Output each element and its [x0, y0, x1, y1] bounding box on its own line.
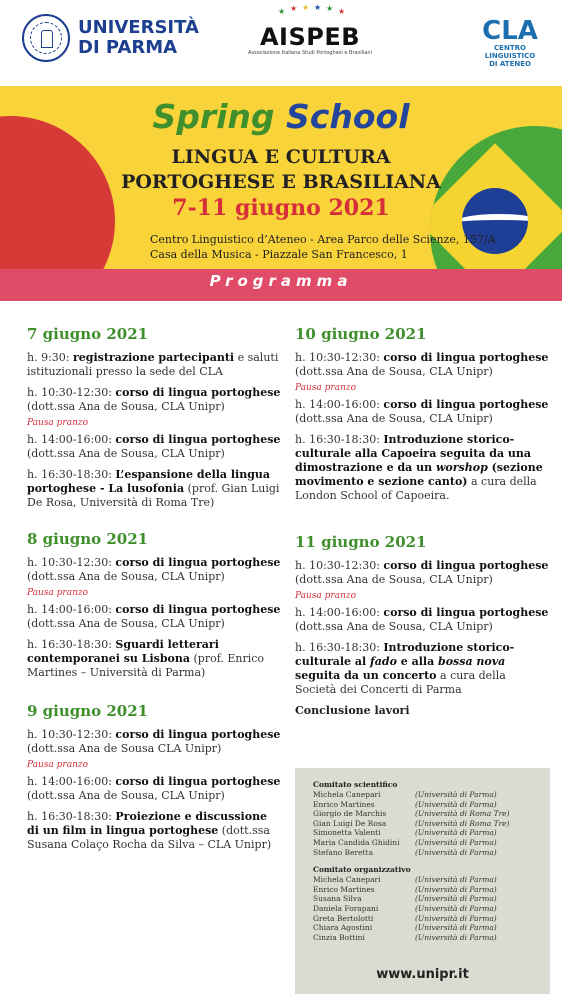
lunch-break: Pausa pranzo [27, 418, 89, 428]
cla-sub-2: LINGUISTICO [484, 52, 536, 60]
aispeb-name: AISPEB [259, 23, 361, 51]
committee-member: Giorgio de Marchis (Università di Roma Tre) [313, 809, 510, 819]
program-item: h. 16:30-18:30: Sguardi letterari contemporanei su Lisbona (prof. Enrico Martines – Università di Parma) [27, 638, 265, 679]
program-item: h. 16:30-18:30: Proiezione e discussione di un film in lingua portoghese (dott.ssa Susana Colaço Rocha da Silva – CLA Unipr) [27, 810, 272, 851]
program-item: h. 16:30-18:30: L’espansione della lingua portoghese - La lusofonia (prof. Gian Luigi De Rosa, Università di Roma Tre) [27, 468, 280, 509]
program-item: h. 14:00-16:00: corso di lingua portoghese (dott.ssa Ana de Sousa, CLA Unipr) [27, 775, 281, 802]
scientific-committee-list [313, 790, 536, 857]
day-9-june [27, 702, 282, 852]
program-item: h. 14:00-16:00: corso di lingua portoghese (dott.ssa Ana de Sousa, CLA Unipr) [27, 433, 281, 460]
aispeb-subtitle: Associazione Italiana Studi Portoghesi e Brasiliani [247, 50, 372, 56]
day-7-june [27, 325, 282, 510]
day-title: 11 giugno 2021 [295, 533, 427, 551]
program-item: h. 14:00-16:00: corso di lingua portoghese (dott.ssa Ana de Sousa, CLA Unipr) [27, 603, 281, 630]
committee-member: Enrico Martines (Università di Parma) [313, 799, 497, 809]
organizing-committee-list [313, 875, 536, 942]
committee-member: Chiara Agostini (Università di Parma) [313, 923, 497, 933]
event-title-line2: PORTOGHESE E BRASILIANA [121, 171, 441, 193]
lunch-break: Pausa pranzo [295, 383, 357, 393]
day-title: 7 giugno 2021 [27, 325, 149, 343]
committee-member: Simonetta Valenti (Università di Parma) [313, 828, 497, 838]
committee-member: Gian Luigi De Rosa (Università di Roma Tre) [313, 818, 510, 828]
cla-sub-1: CENTRO [494, 44, 526, 52]
committee-member: Cinzia Bottini (Università di Parma) [313, 932, 497, 942]
committee-member: Daniela Forapani (Università di Parma) [313, 903, 497, 913]
venue-line1: Centro Linguistico d’Ateneo - Area Parco delle Scienze, 157/A [150, 233, 496, 246]
committee-member: Maria Candida Ghidini (Università di Parma) [313, 837, 497, 847]
unipr-name [78, 18, 199, 58]
aispeb-logo [240, 3, 380, 57]
program-item: h. 14:00-16:00: corso di lingua portoghese (dott.ssa Ana de Sousa, CLA Unipr) [295, 606, 549, 633]
program-item: h. 10:30-12:30: corso di lingua portoghese (dott.ssa Ana de Sousa, CLA Unipr) [27, 556, 281, 583]
lunch-break: Pausa pranzo [27, 760, 89, 770]
program-item: h. 16:30-18:30: Introduzione storico-culturale alla Capoeira seguita da una dimostrazione e da un worshop (sezione movimento e sezione canto) a cura della London School of Capoeira. [295, 433, 543, 502]
day-title: 8 giugno 2021 [27, 530, 149, 548]
committee-member: Greta Bertolotti (Università di Parma) [313, 913, 497, 923]
spring-word: Spring [152, 97, 275, 136]
event-title-line1: LINGUA E CULTURA [171, 146, 391, 168]
program-item: h. 10:30-12:30: corso di lingua portoghese (dott.ssa Ana de Sousa CLA Unipr) [27, 728, 281, 755]
committee-member: Susana Silva (Università di Parma) [313, 894, 497, 904]
committee-member: Michela Canepari (Università di Parma) [313, 875, 497, 885]
unipr-seal-icon [22, 14, 70, 62]
organizing-committee-title: Comitato organizzativo [313, 865, 411, 875]
unipr-logo [22, 14, 199, 62]
committee-member: Michela Canepari (Università di Parma) [313, 790, 497, 799]
day-title: 9 giugno 2021 [27, 702, 149, 720]
school-word: School [286, 97, 410, 136]
lunch-break: Pausa pranzo [27, 588, 89, 598]
day-8-june [27, 530, 282, 680]
program-item: h. 10:30-12:30: corso di lingua portoghese (dott.ssa Ana de Sousa, CLA Unipr) [295, 351, 549, 378]
stars-arc-icon: ★ ★ ★ ★ ★ ★ [278, 3, 346, 16]
cla-logo [470, 18, 550, 68]
program-item: h. 9:30: registrazione partecipanti e saluti istituzionali presso la sede del CLA [27, 351, 279, 378]
lunch-break: Pausa pranzo [295, 591, 357, 601]
website-link[interactable]: www.unipr.it [376, 967, 469, 982]
unipr-line1: UNIVERSITÀ [78, 17, 199, 38]
event-dates: 7-11 giugno 2021 [172, 195, 390, 221]
day-10-june [295, 325, 550, 503]
day-title: 10 giugno 2021 [295, 325, 427, 343]
program-item: h. 16:30-18:30: Introduzione storico-culturale al fado e alla bossa nova seguita da un concerto a cura della Società dei Concerti di Parma [295, 641, 515, 696]
unipr-line2: DI PARMA [78, 37, 178, 58]
program-right-column [295, 325, 550, 717]
venue-line2: Casa della Musica - Piazzale San Francesco, 1 [150, 248, 408, 261]
cla-sub-3: DI ATENEO [489, 60, 531, 68]
committee-box [295, 768, 550, 994]
programma-heading: Programma [209, 272, 353, 290]
committee-member: Enrico Martines (Università di Parma) [313, 884, 497, 894]
program-item: h. 14:00-16:00: corso di lingua portoghese (dott.ssa Ana de Sousa, CLA Unipr) [295, 398, 549, 425]
committee-member: Stefano Beretta (Università di Parma) [313, 847, 497, 857]
cla-name: CLA [482, 16, 538, 46]
program-item: h. 10:30-12:30: corso di lingua portoghese (dott.ssa Ana de Sousa, CLA Unipr) [295, 559, 549, 586]
header-logos [0, 0, 562, 90]
spring-school-title [0, 98, 562, 136]
scientific-committee-title: Comitato scientifico [313, 780, 398, 789]
closing-note: Conclusione lavori [295, 704, 410, 717]
program-left-column [27, 325, 282, 859]
day-11-june [295, 533, 550, 717]
program-item: h. 10:30-12:30: corso di lingua portoghese (dott.ssa Ana de Sousa, CLA Unipr) [27, 386, 281, 413]
